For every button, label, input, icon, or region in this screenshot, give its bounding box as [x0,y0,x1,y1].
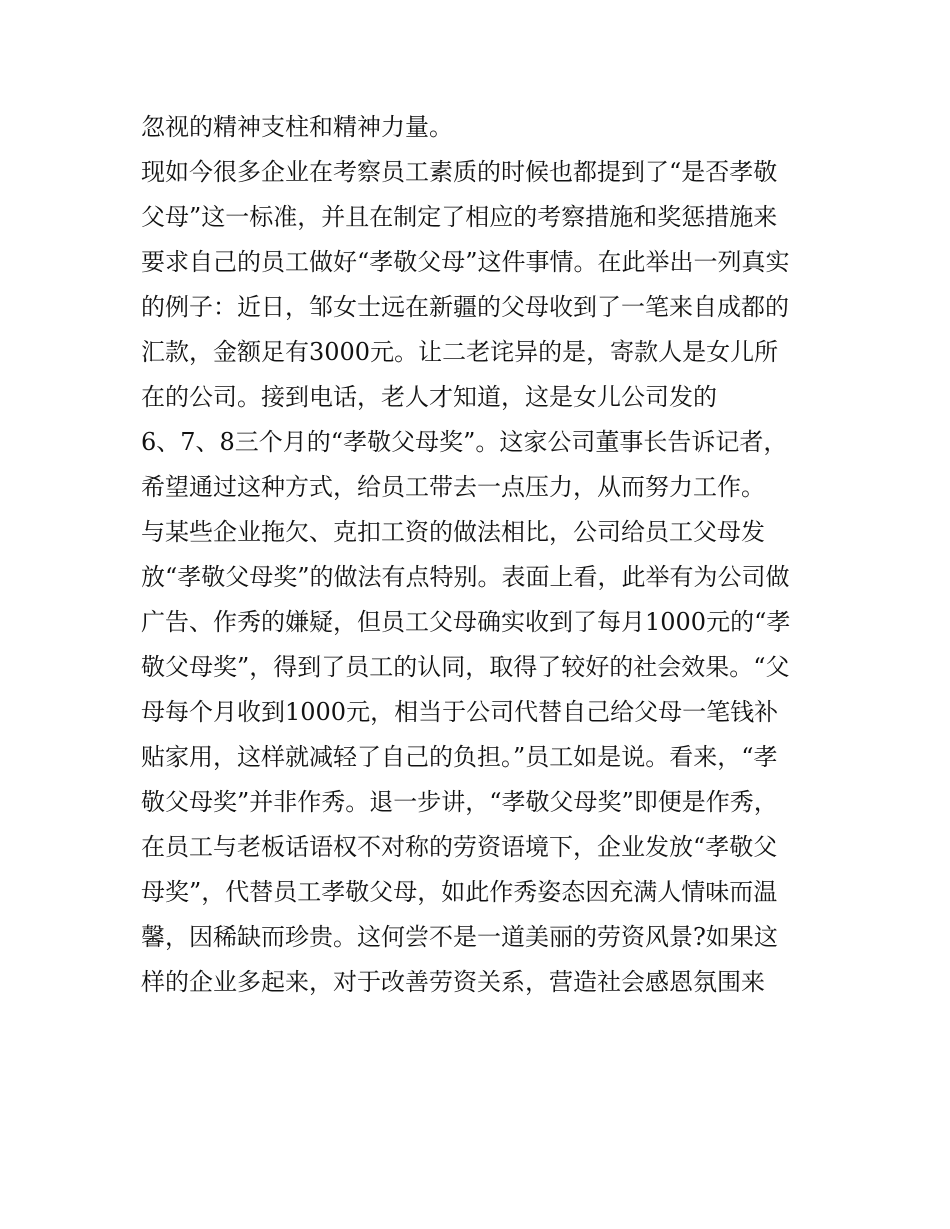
text-line: 的例子：近日，邹女士远在新疆的父母收到了一笔来自成都的 [141,293,789,321]
text-line: 在员工与老板话语权不对称的劳资语境下，企业发放“孝敬父 [141,833,778,861]
text-line: 贴家用，这样就减轻了自己的负担。”员工如是说。看来，“孝 [141,743,778,771]
text-line: 广告、作秀的嫌疑，但员工父母确实收到了每月1000元的“孝 [141,608,791,636]
text-line: 希望通过这种方式，给员工带去一点压力，从而努力工作。 [141,473,765,501]
text-line: 母每个月收到1000元，相当于公司代替自己给父母一笔钱补 [141,698,779,726]
text-line: 6、7、8三个月的“孝敬父母奖”。这家公司董事长告诉记者， [141,428,788,456]
text-line: 敬父母奖”，得到了员工的认同，取得了较好的社会效果。“父 [141,653,790,681]
text-line: 敬父母奖”并非作秀。退一步讲，“孝敬父母奖”即便是作秀， [141,788,778,816]
text-line: 样的企业多起来，对于改善劳资关系，营造社会感恩氛围来 [141,968,765,996]
text-line: 现如今很多企业在考察员工素质的时候也都提到了“是否孝敬 [141,158,778,186]
text-line: 与某些企业拖欠、克扣工资的做法相比，公司给员工父母发 [141,518,765,546]
text-line: 要求自己的员工做好“孝敬父母”这件事情。在此举出一列真实 [141,248,790,276]
text-line: 父母”这一标准，并且在制定了相应的考察措施和奖惩措施来 [141,203,778,231]
body-text [141,105,841,1005]
text-line: 馨，因稀缺而珍贵。这何尝不是一道美丽的劳资风景?如果这 [141,923,778,951]
text-line: 在的公司。接到电话，老人才知道，这是女儿公司发的 [141,383,717,411]
text-line: 母奖”，代替员工孝敬父母，如此作秀姿态因充满人情味而温 [141,878,778,906]
text-line: 忽视的精神支柱和精神力量。 [141,113,453,141]
text-line: 汇款，金额足有3000元。让二老诧异的是，寄款人是女儿所 [141,338,779,366]
text-line: 放“孝敬父母奖”的做法有点特别。表面上看，此举有为公司做 [141,563,790,591]
